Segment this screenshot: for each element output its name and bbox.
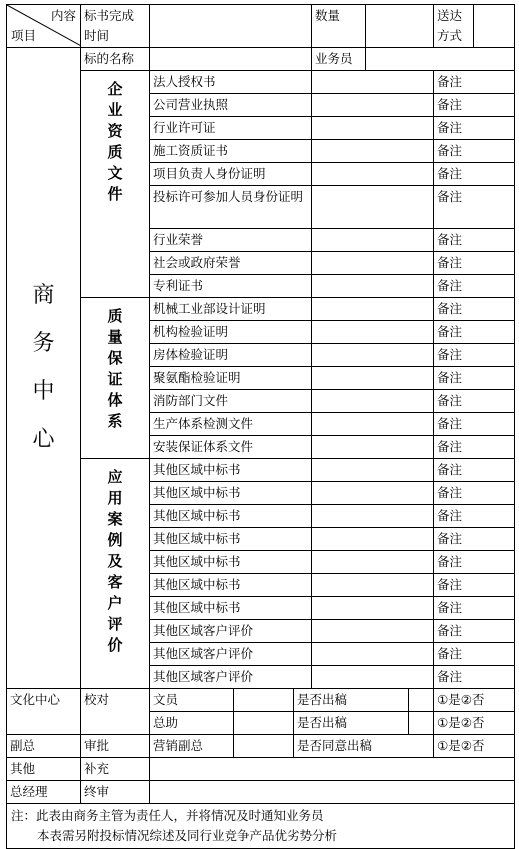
document-item-label: 机械工业部设计证明 [150,298,312,321]
document-item-label: 其他区域中标书 [150,551,312,574]
delivery-method-header: 送达方式 [434,5,474,48]
document-item-label: 机构检验证明 [150,321,312,344]
document-item-label: 生产体系检测文件 [150,413,312,436]
remark-label: 备注 [434,186,515,229]
yes-no-option[interactable]: ①是②否 [434,735,515,758]
culture-center-label: 文化中心 [7,689,81,735]
general-manager-label: 总经理 [7,781,81,804]
remark-label: 备注 [434,528,515,551]
document-quantity-field[interactable] [312,298,434,321]
document-quantity-field[interactable] [312,163,434,186]
section-title-char: 质 [107,143,123,161]
salesman-label: 业务员 [312,48,366,71]
other-label: 其他 [7,758,81,781]
document-item-label: 法人授权书 [150,71,312,94]
document-item-label: 其他区域中标书 [150,459,312,482]
business-center-char: 务 [32,331,55,356]
bid-document-form [6,4,514,849]
document-item-label: 社会或政府荣誉 [150,252,312,275]
marketing-deputy-label: 营销副总 [150,735,234,758]
document-quantity-field[interactable] [312,71,434,94]
document-item-label: 公司营业执照 [150,94,312,117]
section-title-cell [81,459,150,689]
remark-label: 备注 [434,94,515,117]
document-item-label: 聚氨酯检验证明 [150,367,312,390]
document-item-label: 行业许可证 [150,117,312,140]
quantity-header: 数量 [312,5,366,48]
document-quantity-field[interactable] [312,551,434,574]
salesman-field[interactable] [366,48,515,71]
document-quantity-field[interactable] [312,390,434,413]
section-title-char: 质 [107,307,123,325]
copywriter-label: 文员 [150,689,234,712]
document-item-label: 其他区域客户评价 [150,643,312,666]
document-item-label: 其他区域中标书 [150,597,312,620]
remark-label: 备注 [434,505,515,528]
section-title-char: 应 [107,468,123,486]
remark-label: 备注 [434,71,515,94]
blank-quantity-value [366,5,434,48]
document-quantity-field[interactable] [312,620,434,643]
section-title-char: 量 [107,328,123,346]
document-quantity-field[interactable] [312,344,434,367]
remark-label: 备注 [434,163,515,186]
document-quantity-field[interactable] [312,459,434,482]
remark-label: 备注 [434,229,515,252]
document-item-label: 施工资质证书 [150,140,312,163]
business-center-char: 商 [32,283,55,308]
document-quantity-field[interactable] [312,94,434,117]
section-title-char: 件 [107,185,123,203]
document-quantity-field[interactable] [312,574,434,597]
remark-label: 备注 [434,597,515,620]
note-line: 注：此表由商务主管为责任人，并将情况及时通知业务员 [11,808,324,823]
completion-time-header: 标书完成时间 [81,5,150,48]
remark-label: 备注 [434,666,515,689]
section-title-char: 系 [107,412,123,430]
note-line: 本表需另附投标情况综述及同行业竞争产品优劣势分析 [37,828,338,843]
remark-label: 备注 [434,482,515,505]
document-quantity-field[interactable] [312,252,434,275]
blank-header-cell [150,5,312,48]
document-item-label: 消防部门文件 [150,390,312,413]
remark-label: 备注 [434,321,515,344]
section-title-char: 户 [107,594,123,612]
remark-label: 备注 [434,459,515,482]
document-quantity-field[interactable] [312,117,434,140]
corner-header-cell [7,5,81,48]
corner-content-label: 内容 [50,8,76,23]
section-title-char: 案 [107,510,123,528]
corner-item-label: 项目 [11,28,37,43]
blank-answer-cell [409,712,434,735]
document-quantity-field[interactable] [312,666,434,689]
section-title-char: 业 [107,101,123,119]
manuscript-question-label: 是否出稿 [294,689,409,712]
remark-label: 备注 [434,643,515,666]
blank-delivery-value [474,5,515,48]
supplement-field[interactable] [150,758,515,781]
copywriter-signature-field[interactable] [234,689,294,712]
document-item-label: 其他区域中标书 [150,574,312,597]
section-title-char: 保 [107,349,123,367]
section-title-char: 用 [107,489,123,507]
blank-answer-cell [409,689,434,712]
document-quantity-field[interactable] [312,275,434,298]
remark-label: 备注 [434,344,515,367]
document-item-label: 房体检验证明 [150,344,312,367]
agree-question-label: 是否同意出稿 [294,735,434,758]
document-item-label: 投标许可参加人员身份证明 [150,186,312,229]
document-item-label: 其他区域客户评价 [150,666,312,689]
document-quantity-field[interactable] [312,482,434,505]
review-approve-label: 审批 [81,735,150,758]
document-quantity-field[interactable] [312,367,434,390]
remark-label: 备注 [434,252,515,275]
yes-no-option[interactable]: ①是②否 [434,689,515,712]
section-title-char: 例 [107,531,123,549]
document-quantity-field[interactable] [312,229,434,252]
remark-label: 备注 [434,275,515,298]
general-assistant-label: 总助 [150,712,234,735]
notes-cell [7,804,515,849]
remark-label: 备注 [434,574,515,597]
section-title-char: 及 [107,552,123,570]
document-quantity-field[interactable] [312,643,434,666]
document-item-label: 其他区域中标书 [150,482,312,505]
remark-label: 备注 [434,117,515,140]
section-title-char: 企 [107,80,123,98]
remark-label: 备注 [434,298,515,321]
section-title-char: 客 [107,573,123,591]
document-item-label: 专利证书 [150,275,312,298]
document-item-label: 其他区域中标书 [150,528,312,551]
yes-no-option[interactable]: ①是②否 [434,712,515,735]
business-center-cell [7,48,81,689]
bid-name-field[interactable] [150,48,312,71]
remark-label: 备注 [434,551,515,574]
document-item-label: 安装保证体系文件 [150,436,312,459]
remark-label: 备注 [434,140,515,163]
document-quantity-field[interactable] [312,413,434,436]
marketing-signature-field[interactable] [234,735,294,758]
document-quantity-field[interactable] [312,140,434,163]
manuscript-question-label: 是否出稿 [294,712,409,735]
section-title-char: 体 [107,391,123,409]
final-review-label: 终审 [81,781,150,804]
section-title-cell [81,71,150,298]
document-quantity-field[interactable] [312,505,434,528]
deputy-general-label: 副总 [7,735,81,758]
remark-label: 备注 [434,436,515,459]
section-title-char: 价 [107,636,123,654]
section-title-char: 评 [107,615,123,633]
section-title-char: 文 [107,164,123,182]
document-item-label: 项目负责人身份证明 [150,163,312,186]
document-quantity-field[interactable] [312,186,434,229]
business-center-char: 中 [32,379,55,404]
document-item-label: 行业荣誉 [150,229,312,252]
section-title-char: 资 [107,122,123,140]
final-review-field[interactable] [150,781,515,804]
section-title-cell [81,298,150,459]
section-title-char: 证 [107,370,123,388]
remark-label: 备注 [434,413,515,436]
document-quantity-field[interactable] [312,321,434,344]
form-table [6,4,515,849]
business-center-char: 心 [32,427,55,452]
document-item-label: 其他区域客户评价 [150,620,312,643]
assistant-signature-field[interactable] [234,712,294,735]
document-item-label: 其他区域中标书 [150,505,312,528]
document-quantity-field[interactable] [312,528,434,551]
proofread-label: 校对 [81,689,150,735]
document-quantity-field[interactable] [312,597,434,620]
document-quantity-field[interactable] [312,436,434,459]
bid-name-label: 标的名称 [81,48,150,71]
remark-label: 备注 [434,620,515,643]
remark-label: 备注 [434,390,515,413]
supplement-label: 补充 [81,758,150,781]
remark-label: 备注 [434,367,515,390]
